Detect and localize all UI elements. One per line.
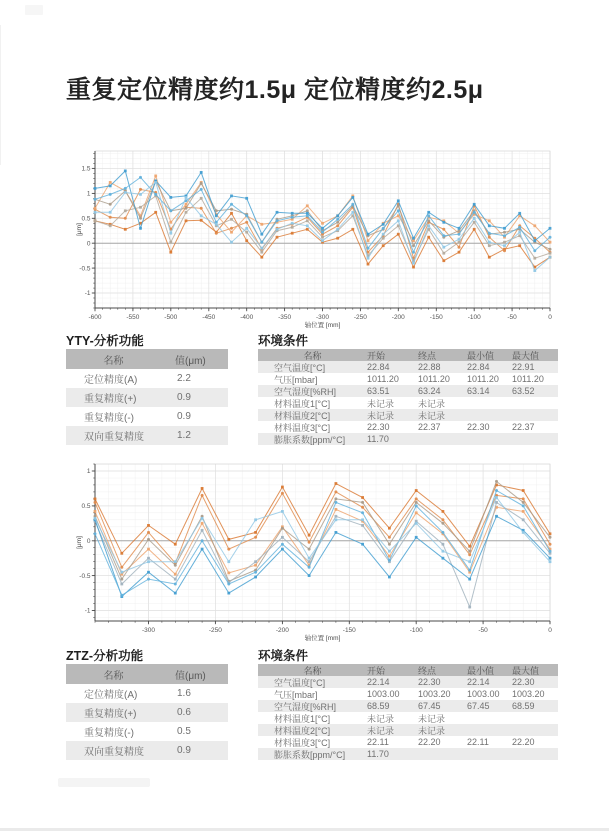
- table-cell: 22.20: [512, 737, 535, 747]
- svg-text:-100: -100: [409, 627, 423, 634]
- line-chart-svg: [75, 143, 562, 330]
- table-row: [66, 722, 228, 741]
- svg-text:1: 1: [86, 468, 91, 476]
- table-row: [258, 421, 558, 433]
- svg-text:-250: -250: [208, 627, 222, 634]
- table-header-row: [66, 664, 228, 684]
- table-cell: 空气温度[°C]: [274, 362, 326, 373]
- environment-section-title-2: 环境条件: [258, 649, 309, 663]
- table-cell: 未记录: [418, 398, 446, 409]
- table-row: [66, 703, 228, 722]
- table-row: [66, 426, 228, 445]
- environment-table-2: [258, 664, 558, 760]
- table-cell: 22.11: [467, 737, 489, 747]
- svg-text:1: 1: [86, 190, 91, 198]
- table-cell: 空气湿度[%RH]: [274, 701, 337, 712]
- svg-text:0: 0: [86, 240, 91, 248]
- table-cell: 22.88: [418, 362, 441, 372]
- svg-text:-200: -200: [391, 314, 405, 321]
- svg-text:-0.5: -0.5: [79, 572, 91, 580]
- table-cell: 未记录: [367, 725, 395, 736]
- table-cell: 22.14: [367, 677, 390, 687]
- svg-text:-250: -250: [353, 314, 367, 321]
- svg-text:-100: -100: [467, 314, 481, 321]
- svg-text:-1: -1: [84, 290, 91, 298]
- table-cell: 膨胀系数[ppm/°C]: [274, 749, 346, 760]
- svg-text:-50: -50: [507, 314, 517, 321]
- table-cell: 22.30: [367, 422, 390, 432]
- table-cell: 材料温度2[°C]: [274, 410, 331, 421]
- table-cell: 63.52: [512, 386, 535, 396]
- svg-text:-450: -450: [202, 314, 216, 321]
- svg-text:[μm]: [μm]: [76, 536, 83, 549]
- table-cell: 0.9: [177, 745, 191, 756]
- svg-text:0.5: 0.5: [81, 503, 91, 511]
- table-cell: 未记录: [367, 713, 395, 724]
- table-cell: 气压[mbar]: [274, 689, 318, 700]
- table-cell: 未记录: [418, 725, 446, 736]
- table-cell: 22.84: [367, 362, 390, 372]
- analysis-table-ztz: [66, 664, 228, 760]
- table-header-row: [258, 349, 558, 361]
- table-cell: 22.30: [467, 422, 490, 432]
- table-cell: 63.24: [418, 386, 441, 396]
- table-header-cell: 开始: [367, 350, 386, 361]
- analysis-section-title-yty: YTY-分析功能: [66, 334, 144, 348]
- table-cell: 0.5: [177, 726, 191, 737]
- table-header-cell: 名称: [303, 665, 322, 676]
- svg-text:-50: -50: [478, 627, 488, 634]
- table-cell: 63.14: [467, 386, 490, 396]
- environment-table-1: [258, 349, 558, 445]
- table-row: [258, 700, 558, 712]
- table-cell: 22.11: [367, 737, 389, 747]
- svg-text:1.5: 1.5: [81, 165, 91, 173]
- table-cell: 63.51: [367, 386, 390, 396]
- page-edge-line: [0, 25, 1, 165]
- table-row: [66, 684, 228, 703]
- table-header-cell: 最小值: [467, 665, 495, 676]
- table-cell: 1003.00: [367, 689, 400, 699]
- svg-text:-550: -550: [126, 314, 140, 321]
- table-cell: 气压[mbar]: [274, 374, 318, 385]
- table-row: [258, 688, 558, 700]
- table-row: [258, 736, 558, 748]
- positioning-accuracy-chart-yty: [75, 143, 562, 330]
- table-header-cell: 终点: [418, 665, 437, 676]
- table-row: [258, 748, 558, 760]
- line-chart-svg: [75, 456, 562, 643]
- analysis-table-yty: [66, 349, 228, 445]
- table-cell: 定位精度(A): [84, 375, 138, 386]
- table-row: [66, 388, 228, 407]
- table-cell: 68.59: [512, 701, 535, 711]
- table-cell: 22.20: [418, 737, 441, 747]
- table-row: [258, 361, 558, 373]
- svg-text:-0.5: -0.5: [79, 265, 91, 273]
- table-cell: 未记录: [418, 713, 446, 724]
- faint-corner-mark: [25, 5, 43, 15]
- table-cell: 材料温度3[°C]: [274, 422, 331, 433]
- svg-text:-400: -400: [240, 314, 254, 321]
- table-cell: 重复精度(+): [84, 394, 137, 405]
- table-row: [258, 373, 558, 385]
- positioning-accuracy-chart-ztz: [75, 456, 562, 643]
- table-header-cell: 终点: [418, 350, 437, 361]
- table-row: [258, 397, 558, 409]
- svg-text:-200: -200: [275, 627, 289, 634]
- table-cell: 材料温度2[°C]: [274, 725, 331, 736]
- table-row: [258, 676, 558, 688]
- table-cell: 材料温度1[°C]: [274, 398, 331, 409]
- table-row: [258, 385, 558, 397]
- table-header-cell: 名称: [303, 350, 322, 361]
- table-cell: 1011.20: [367, 374, 399, 384]
- table-header-cell: 值(μm): [175, 355, 206, 367]
- table-cell: 未记录: [367, 398, 395, 409]
- table-header-cell: 名称: [103, 355, 124, 367]
- svg-text:-500: -500: [164, 314, 178, 321]
- table-row: [258, 724, 558, 736]
- svg-text:-150: -150: [429, 314, 443, 321]
- table-cell: 0.9: [177, 392, 191, 403]
- table-row: [258, 712, 558, 724]
- table-row: [66, 407, 228, 426]
- table-cell: 材料温度3[°C]: [274, 737, 331, 748]
- table-cell: 双向重复精度: [84, 432, 144, 443]
- table-cell: 22.30: [418, 677, 441, 687]
- table-cell: 0.6: [177, 707, 191, 718]
- table-cell: 1011.20: [467, 374, 499, 384]
- table-cell: 2.2: [177, 373, 191, 384]
- table-cell: 1011.20: [512, 374, 544, 384]
- table-cell: 22.37: [512, 422, 535, 432]
- table-cell: 0.9: [177, 411, 191, 422]
- svg-text:-300: -300: [141, 627, 156, 634]
- page-title: 重复定位精度约1.5μ 定位精度约2.5μ: [66, 76, 484, 104]
- svg-text:-300: -300: [315, 314, 330, 321]
- environment-section-title-1: 环境条件: [258, 334, 309, 348]
- table-cell: 1003.20: [418, 689, 451, 699]
- svg-text:-150: -150: [342, 627, 356, 634]
- footer-faint-text: [58, 778, 150, 787]
- table-cell: 1003.00: [467, 689, 500, 699]
- table-header-row: [66, 349, 228, 369]
- table-cell: 重复精度(-): [84, 728, 134, 739]
- svg-text:轴位置 [mm]: 轴位置 [mm]: [304, 635, 341, 642]
- svg-text:0: 0: [86, 538, 91, 545]
- table-cell: 材料温度1[°C]: [274, 713, 331, 724]
- table-cell: 22.30: [512, 677, 535, 687]
- table-cell: 双向重复精度: [84, 747, 144, 758]
- table-row: [258, 433, 558, 445]
- table-cell: 22.84: [467, 362, 490, 372]
- svg-text:[μm]: [μm]: [76, 223, 83, 236]
- svg-text:0: 0: [548, 314, 552, 321]
- table-cell: 67.45: [467, 701, 490, 711]
- table-cell: 定位精度(A): [84, 690, 138, 701]
- table-header-cell: 最小值: [467, 350, 495, 361]
- table-header-cell: 名称: [103, 670, 124, 682]
- table-cell: 膨胀系数[ppm/°C]: [274, 434, 346, 445]
- svg-text:轴位置 [mm]: 轴位置 [mm]: [304, 322, 341, 329]
- table-row: [258, 409, 558, 421]
- svg-text:0: 0: [548, 627, 552, 634]
- table-header-row: [258, 664, 558, 676]
- table-cell: 未记录: [418, 410, 446, 421]
- svg-text:-600: -600: [88, 314, 102, 321]
- table-cell: 1003.20: [512, 689, 545, 699]
- table-cell: 11.70: [367, 749, 389, 759]
- table-cell: 67.45: [418, 701, 441, 711]
- svg-text:0.5: 0.5: [81, 215, 91, 223]
- svg-text:-350: -350: [278, 314, 292, 321]
- table-header-cell: 值(μm): [175, 670, 206, 682]
- table-cell: 1.6: [177, 688, 191, 699]
- analysis-section-title-ztz: ZTZ-分析功能: [66, 649, 144, 663]
- table-row: [66, 741, 228, 760]
- table-row: [66, 369, 228, 388]
- table-header-cell: 开始: [367, 665, 386, 676]
- table-cell: 未记录: [367, 410, 395, 421]
- table-cell: 1011.20: [418, 374, 450, 384]
- table-cell: 1.2: [177, 430, 191, 441]
- table-header-cell: 最大值: [512, 665, 540, 676]
- table-cell: 重复精度(-): [84, 413, 134, 424]
- table-cell: 22.14: [467, 677, 490, 687]
- table-cell: 11.70: [367, 434, 389, 444]
- table-cell: 重复精度(+): [84, 709, 137, 720]
- table-cell: 22.37: [418, 422, 441, 432]
- table-cell: 22.91: [512, 362, 535, 372]
- svg-text:-1: -1: [84, 607, 91, 615]
- table-header-cell: 最大值: [512, 350, 540, 361]
- table-cell: 68.59: [367, 701, 390, 711]
- table-cell: 空气温度[°C]: [274, 677, 326, 688]
- table-cell: 空气湿度[%RH]: [274, 386, 337, 397]
- page-bottom-edge: [0, 828, 609, 831]
